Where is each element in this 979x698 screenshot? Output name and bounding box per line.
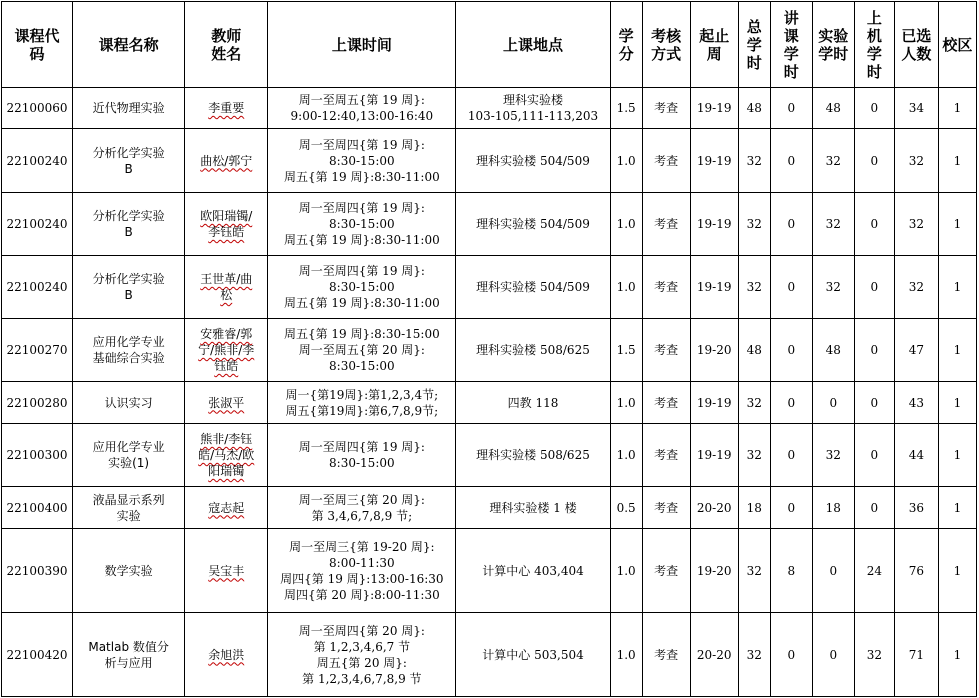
teacher-line xyxy=(188,100,264,116)
teacher-line xyxy=(188,563,264,579)
teacher-line xyxy=(188,271,264,287)
cell-campus: 1 xyxy=(938,424,976,487)
cell-lecture-hours: 0 xyxy=(770,382,812,424)
cell-location xyxy=(456,256,610,319)
teacher-name: 王世革/曲 xyxy=(200,272,253,286)
cell-weeks: 19-20 xyxy=(690,319,738,382)
time-line: 9:00-12:40,13:00-16:40 xyxy=(290,109,434,123)
name-line: 应用化学专业 xyxy=(92,335,165,349)
time-line: 周一至周三{第 20 周}: xyxy=(298,492,425,507)
time-line: 周一至周四{第 19 周}: xyxy=(298,440,425,454)
cell-teacher xyxy=(185,193,268,256)
cell-total-hours: 32 xyxy=(738,193,770,256)
cell-exam: 考查 xyxy=(642,193,690,256)
cell-credit: 1.0 xyxy=(610,382,642,424)
cell-name xyxy=(73,382,185,424)
cell-total-hours: 48 xyxy=(738,319,770,382)
name-line: Matlab 数值分 xyxy=(88,639,169,654)
cell-time xyxy=(268,319,456,382)
teacher-name: 宁/熊非/李 xyxy=(198,343,255,357)
location-line: 计算中心 503,504 xyxy=(482,647,584,662)
cell-computer-hours: 0 xyxy=(854,129,894,193)
time-line: 周五{第 19 周}:8:30-15:00 xyxy=(283,327,440,341)
cell-teacher xyxy=(185,129,268,193)
cell-computer-hours: 0 xyxy=(854,487,894,529)
cell-lab-hours: 32 xyxy=(812,424,854,487)
cell-campus: 1 xyxy=(938,319,976,382)
cell-code: 22100420 xyxy=(2,613,73,697)
time-line: 周四{第 19 周}:13:00-16:30 xyxy=(280,571,444,586)
cell-computer-hours: 32 xyxy=(854,613,894,697)
cell-enrolled: 32 xyxy=(894,193,938,256)
cell-computer-hours: 0 xyxy=(854,319,894,382)
cell-weeks: 19-19 xyxy=(690,129,738,193)
cell-code: 22100270 xyxy=(2,319,73,382)
teacher-name: 皓/马杰/欧 xyxy=(198,448,255,462)
cell-name xyxy=(73,129,185,193)
teacher-line xyxy=(188,342,264,358)
cell-lab-hours: 0 xyxy=(812,613,854,697)
name-line: 实验 xyxy=(116,508,141,523)
name-line: 数学实验 xyxy=(104,563,153,578)
teacher-line xyxy=(188,431,264,447)
cell-teacher xyxy=(185,529,268,613)
cell-lecture-hours: 0 xyxy=(770,424,812,487)
time-line: 周五{第 19 周}:8:30-11:00 xyxy=(283,296,440,310)
name-line: B xyxy=(124,288,133,302)
cell-teacher xyxy=(185,256,268,319)
cell-lab-hours: 0 xyxy=(812,529,854,613)
location-line: 理科实验楼 1 楼 xyxy=(489,500,577,515)
name-line: 分析化学实验 xyxy=(92,145,165,160)
header-lab-hours: 实验学时 xyxy=(812,2,854,88)
cell-credit: 1.0 xyxy=(610,424,642,487)
cell-campus: 1 xyxy=(938,256,976,319)
cell-lab-hours: 32 xyxy=(812,193,854,256)
teacher-name: 李钰皓 xyxy=(208,225,245,239)
cell-name xyxy=(73,256,185,319)
teacher-line xyxy=(188,326,264,342)
cell-enrolled: 44 xyxy=(894,424,938,487)
cell-enrolled: 71 xyxy=(894,613,938,697)
header-lecture-hours: 讲课学时 xyxy=(770,2,812,88)
cell-location xyxy=(456,129,610,193)
time-line: 周一至周四{第 20 周}: xyxy=(298,623,425,638)
name-line: 液晶显示系列 xyxy=(92,492,165,507)
time-line: 周五{第 20 周}: xyxy=(316,655,407,670)
name-line: B xyxy=(124,225,133,239)
teacher-name: 安雅睿/郭 xyxy=(200,327,253,341)
cell-weeks: 19-19 xyxy=(690,382,738,424)
cell-location xyxy=(456,424,610,487)
header-teacher: 教师姓名 xyxy=(185,2,268,88)
location-line: 计算中心 403,404 xyxy=(482,563,584,578)
time-line: 8:30-15:00 xyxy=(329,153,395,168)
cell-lecture-hours: 0 xyxy=(770,193,812,256)
cell-total-hours: 18 xyxy=(738,487,770,529)
name-line: 析与应用 xyxy=(104,655,153,670)
cell-code: 22100400 xyxy=(2,487,73,529)
table-row xyxy=(2,613,977,697)
teacher-line xyxy=(188,287,264,303)
cell-location xyxy=(456,88,610,129)
name-line: 认识实习 xyxy=(104,395,153,410)
table-row xyxy=(2,129,977,193)
cell-lecture-hours: 0 xyxy=(770,129,812,193)
cell-name xyxy=(73,487,185,529)
header-time: 上课时间 xyxy=(268,2,456,88)
location-line: 理科实验楼 508/625 xyxy=(476,448,590,462)
name-line: 应用化学专业 xyxy=(92,440,165,454)
cell-weeks: 19-20 xyxy=(690,529,738,613)
cell-location xyxy=(456,487,610,529)
course-schedule-sheet xyxy=(1,1,977,697)
teacher-line xyxy=(188,224,264,240)
time-line: 第 1,2,3,4,6,7 节 xyxy=(313,639,411,654)
cell-total-hours: 32 xyxy=(738,424,770,487)
cell-name xyxy=(73,424,185,487)
time-line: 第 1,2,3,4,6,7,8,9 节 xyxy=(302,671,422,686)
header-exam: 考核方式 xyxy=(642,2,690,88)
cell-name xyxy=(73,529,185,613)
teacher-line xyxy=(188,153,264,169)
cell-time xyxy=(268,613,456,697)
teacher-line xyxy=(188,500,264,516)
cell-weeks: 19-19 xyxy=(690,193,738,256)
location-line: 103-105,111-113,203 xyxy=(467,109,599,123)
course-schedule-table xyxy=(1,1,977,697)
teacher-name: 李重要 xyxy=(208,101,245,115)
teacher-line xyxy=(188,358,264,374)
header-campus: 校区 xyxy=(938,2,976,88)
time-line: 周一至周四{第 19 周}: xyxy=(298,137,425,152)
cell-weeks: 19-19 xyxy=(690,256,738,319)
teacher-name: 松 xyxy=(220,288,233,302)
cell-computer-hours: 0 xyxy=(854,88,894,129)
cell-campus: 1 xyxy=(938,487,976,529)
cell-total-hours: 48 xyxy=(738,88,770,129)
header-row xyxy=(2,2,977,88)
table-row xyxy=(2,88,977,129)
cell-exam: 考查 xyxy=(642,382,690,424)
cell-enrolled: 36 xyxy=(894,487,938,529)
table-row xyxy=(2,487,977,529)
cell-computer-hours: 0 xyxy=(854,193,894,256)
time-line: 周一至周五{第 19 周}: xyxy=(298,93,425,107)
cell-location xyxy=(456,613,610,697)
cell-time xyxy=(268,424,456,487)
cell-exam: 考查 xyxy=(642,613,690,697)
cell-name xyxy=(73,193,185,256)
cell-exam: 考查 xyxy=(642,256,690,319)
cell-exam: 考查 xyxy=(642,529,690,613)
teacher-name: 欧阳瑞镯/ xyxy=(200,209,253,223)
header-computer-hours: 上机学时 xyxy=(854,2,894,88)
cell-credit: 1.0 xyxy=(610,613,642,697)
cell-location xyxy=(456,529,610,613)
cell-campus: 1 xyxy=(938,382,976,424)
cell-credit: 1.5 xyxy=(610,319,642,382)
cell-lecture-hours: 8 xyxy=(770,529,812,613)
cell-credit: 1.0 xyxy=(610,529,642,613)
teacher-line xyxy=(188,463,264,479)
cell-enrolled: 34 xyxy=(894,88,938,129)
cell-lecture-hours: 0 xyxy=(770,88,812,129)
time-line: 周五{第 19 周}:8:30-11:00 xyxy=(283,169,440,184)
name-line: B xyxy=(124,161,133,176)
name-line: 近代物理实验 xyxy=(92,101,165,115)
teacher-line xyxy=(188,447,264,463)
cell-enrolled: 76 xyxy=(894,529,938,613)
cell-campus: 1 xyxy=(938,529,976,613)
time-line: 周五{第19周}:第6,7,8,9节; xyxy=(285,403,439,418)
cell-total-hours: 32 xyxy=(738,382,770,424)
cell-weeks: 19-19 xyxy=(690,88,738,129)
cell-campus: 1 xyxy=(938,193,976,256)
cell-location xyxy=(456,193,610,256)
cell-exam: 考查 xyxy=(642,319,690,382)
teacher-name: 熊非/李钰 xyxy=(200,432,253,446)
time-line: 周一至周五{第 20 周}: xyxy=(298,343,425,357)
location-line: 理科实验楼 xyxy=(503,93,564,107)
cell-teacher xyxy=(185,613,268,697)
cell-exam: 考查 xyxy=(642,424,690,487)
time-line: 8:30-15:00 xyxy=(329,359,395,373)
cell-computer-hours: 0 xyxy=(854,256,894,319)
time-line: 第 3,4,6,7,8,9 节; xyxy=(311,508,413,523)
cell-enrolled: 47 xyxy=(894,319,938,382)
time-line: 周一至周四{第 19 周}: xyxy=(298,264,425,278)
cell-total-hours: 32 xyxy=(738,529,770,613)
cell-code: 22100240 xyxy=(2,193,73,256)
cell-lab-hours: 18 xyxy=(812,487,854,529)
location-line: 理科实验楼 504/509 xyxy=(476,217,590,231)
location-line: 理科实验楼 508/625 xyxy=(476,343,590,357)
cell-name xyxy=(73,319,185,382)
table-row xyxy=(2,529,977,613)
name-line: 实验(1) xyxy=(108,456,150,470)
time-line: 8:30-15:00 xyxy=(329,217,395,231)
cell-lecture-hours: 0 xyxy=(770,613,812,697)
cell-teacher xyxy=(185,88,268,129)
cell-exam: 考查 xyxy=(642,487,690,529)
time-line: 周一{第19周}:第1,2,3,4节; xyxy=(285,387,439,402)
cell-lecture-hours: 0 xyxy=(770,256,812,319)
teacher-line xyxy=(188,208,264,224)
cell-code: 22100240 xyxy=(2,129,73,193)
name-line: 分析化学实验 xyxy=(92,272,165,286)
cell-time xyxy=(268,193,456,256)
cell-credit: 1.0 xyxy=(610,193,642,256)
cell-total-hours: 32 xyxy=(738,129,770,193)
teacher-name: 吴宝丰 xyxy=(208,563,245,578)
cell-code: 22100240 xyxy=(2,256,73,319)
cell-teacher xyxy=(185,487,268,529)
cell-lab-hours: 32 xyxy=(812,129,854,193)
cell-lab-hours: 32 xyxy=(812,256,854,319)
cell-code: 22100060 xyxy=(2,88,73,129)
teacher-name: 余旭洪 xyxy=(208,647,245,662)
teacher-name: 张淑平 xyxy=(208,395,245,410)
cell-credit: 0.5 xyxy=(610,487,642,529)
cell-computer-hours: 0 xyxy=(854,382,894,424)
time-line: 8:30-15:00 xyxy=(329,456,395,470)
cell-total-hours: 32 xyxy=(738,256,770,319)
cell-campus: 1 xyxy=(938,88,976,129)
table-row xyxy=(2,382,977,424)
cell-teacher xyxy=(185,424,268,487)
cell-lab-hours: 0 xyxy=(812,382,854,424)
teacher-line xyxy=(188,395,264,411)
header-name: 课程名称 xyxy=(73,2,185,88)
teacher-name: 阳瑞镯 xyxy=(208,464,245,478)
time-line: 周一至周三{第 19-20 周}: xyxy=(289,539,435,554)
cell-lecture-hours: 0 xyxy=(770,319,812,382)
cell-total-hours: 32 xyxy=(738,613,770,697)
cell-lab-hours: 48 xyxy=(812,88,854,129)
time-line: 周四{第 20 周}:8:00-11:30 xyxy=(283,587,440,602)
time-line: 8:00-11:30 xyxy=(329,555,395,570)
time-line: 周一至周四{第 19 周}: xyxy=(298,201,425,215)
cell-teacher xyxy=(185,319,268,382)
cell-code: 22100300 xyxy=(2,424,73,487)
cell-credit: 1.0 xyxy=(610,129,642,193)
cell-enrolled: 43 xyxy=(894,382,938,424)
table-row xyxy=(2,256,977,319)
cell-enrolled: 32 xyxy=(894,129,938,193)
time-line: 周五{第 19 周}:8:30-11:00 xyxy=(283,233,440,247)
cell-teacher xyxy=(185,382,268,424)
cell-time xyxy=(268,382,456,424)
table-row xyxy=(2,193,977,256)
header-location: 上课地点 xyxy=(456,2,610,88)
cell-exam: 考查 xyxy=(642,88,690,129)
cell-exam: 考查 xyxy=(642,129,690,193)
cell-computer-hours: 0 xyxy=(854,424,894,487)
cell-time xyxy=(268,487,456,529)
time-line: 8:30-15:00 xyxy=(329,280,395,294)
cell-time xyxy=(268,88,456,129)
header-enrolled: 已选人数 xyxy=(894,2,938,88)
cell-weeks: 20-20 xyxy=(690,613,738,697)
cell-name xyxy=(73,88,185,129)
cell-time xyxy=(268,129,456,193)
header-total-hours: 总学时 xyxy=(738,2,770,88)
teacher-name: 曲松/郭宁 xyxy=(200,153,253,168)
header-credit: 学分 xyxy=(610,2,642,88)
cell-code: 22100390 xyxy=(2,529,73,613)
cell-computer-hours: 24 xyxy=(854,529,894,613)
header-weeks: 起止周 xyxy=(690,2,738,88)
cell-location xyxy=(456,382,610,424)
location-line: 理科实验楼 504/509 xyxy=(476,280,590,294)
table-body xyxy=(2,88,977,697)
teacher-line xyxy=(188,647,264,663)
cell-enrolled: 32 xyxy=(894,256,938,319)
cell-code: 22100280 xyxy=(2,382,73,424)
header-code: 课程代码 xyxy=(2,2,73,88)
name-line: 分析化学实验 xyxy=(92,209,165,223)
teacher-name: 寇志起 xyxy=(208,500,245,515)
cell-time xyxy=(268,256,456,319)
location-line: 理科实验楼 504/509 xyxy=(476,153,590,168)
cell-name xyxy=(73,613,185,697)
cell-campus: 1 xyxy=(938,613,976,697)
cell-time xyxy=(268,529,456,613)
cell-campus: 1 xyxy=(938,129,976,193)
table-row xyxy=(2,319,977,382)
teacher-name: 钰皓 xyxy=(214,359,239,373)
cell-credit: 1.5 xyxy=(610,88,642,129)
cell-weeks: 19-19 xyxy=(690,424,738,487)
cell-location xyxy=(456,319,610,382)
name-line: 基础综合实验 xyxy=(92,351,165,365)
cell-lab-hours: 48 xyxy=(812,319,854,382)
cell-credit: 1.0 xyxy=(610,256,642,319)
location-line: 四教 118 xyxy=(507,395,559,410)
table-row xyxy=(2,424,977,487)
cell-lecture-hours: 0 xyxy=(770,487,812,529)
cell-weeks: 20-20 xyxy=(690,487,738,529)
